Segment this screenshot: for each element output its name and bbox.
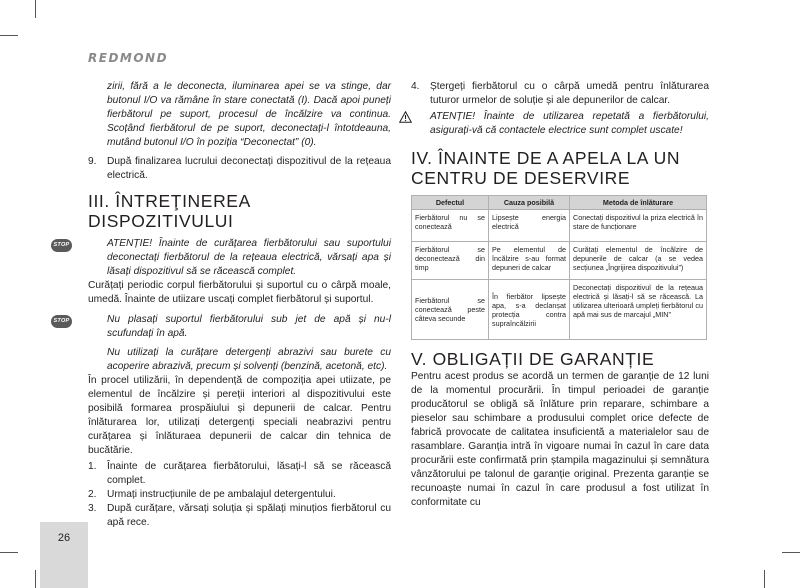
note-text: Nu utilizați la curățare detergenți abrazivi sau burete cu acoperire abrazivă, precum și solvenți (benzină, acetonă, etc).: [107, 347, 391, 372]
table-cell: În fierbător lipsește apa, s-a declanșat protecția contra supraîncălzirii: [489, 280, 570, 340]
column-header: Defectul: [412, 196, 489, 210]
paragraph: În procel utilizării, în dependență de compoziția apei utiizate, pe elementul de încălzire și pereții interiori al dispozitivului este posibilă formarea prospăiului și depunerii de calcar. Pentru înlăturarea lor, utilizați detergenți speciali neabrazivi pentru curățarea și înlăturaea depunerii de calcar din tehnica de bucătărie.: [88, 375, 391, 456]
note-text: ATENȚIE! Înainte de curățarea fierbătorului sau suportului deconectați fierbătorul de la rețeaua electrică, vărsați apa și lăsați dispozitivul să se răcească complet.: [107, 238, 391, 277]
warranty-paragraph: Pentru acest produs se acordă un termen de garanție de 12 luni de la momentul procurării. În timpul perioadei de garanție producătorul se obligă să înlăture prin reparare, schimbare a pieselor sau schimbare a produsului complet orice defecte de fabrică provocate de calitatea insuficientă a materialelor sau de rasamblare. Garanția intră în vigoare numai în cazul în care data procurării este confirmată prin ștampila magazinului și semnătura vânzătorului pe talonul de garanție original. Prezenta garanție se recunoaște numai în cazul în care produsul a fost utilizat în conformitate cu: [411, 371, 709, 508]
page-number: 26: [57, 532, 71, 544]
list-text: După curățare, vărsați soluția și spălați minuțios fierbătorul cu apă rece.: [107, 503, 391, 528]
list-text: După finalizarea lucrului deconectați dispozitivul de la rețeaua electrică.: [107, 156, 391, 181]
list-item: [411, 80, 709, 108]
right-column: [411, 80, 709, 510]
list-item: [88, 155, 391, 183]
list-text: Ștergeți fierbătorul cu o cârpă umedă pentru înlăturarea tuturor urmelor de soluție și ale depunerilor de calcar.: [430, 81, 709, 106]
crop-mark: [35, 0, 36, 18]
table-cell: Fierbătorul se deconectează din timp: [412, 242, 489, 280]
list-number: 2.: [88, 489, 97, 500]
table-cell: Deconectați dispozitivul de la rețeaua electrică și lăsați-l să se răcească. La utilizarea ulterioară umpleți fierbătorul cu apă mai sus de marcajul „MIN”: [570, 280, 707, 340]
section-heading-maintenance: III. ÎNTREŢINEREA DISPOZITIVULUI: [88, 191, 250, 231]
left-column: [53, 80, 391, 530]
crop-mark: [764, 570, 765, 588]
paragraph-continuation: zirii, fără a le deconecta, iluminarea apei se va stinge, dar butonul I/O va rămâne în stare conectată (I). Dacă apoi puneți fierbătorul pe suport, procesul de încălzire va continua. Scoțând fierbătorul de pe suport, deconectați-l întotdeauna, mutând butonul I/O în poziția “Deconectat” (0).: [107, 81, 391, 148]
list-number: 9.: [88, 156, 97, 167]
table-cell: Curățați elementul de încălzire de depunerile de calcar (a se vedea secțiunea „Îngrijirea dispozitivului”): [570, 242, 707, 280]
table-cell: Lipsește energia electrică: [489, 210, 570, 242]
paragraph: Curățați periodic corpul fierbătorului și suportul cu o cârpă moale, umedă. Înainte de utiizare uscați complet fierbătorul și suportul.: [88, 280, 391, 305]
list-number: 3.: [88, 503, 97, 514]
brand-logo: REDMOND: [88, 51, 169, 65]
stop-note: [53, 313, 391, 341]
table-cell: Pe elementul de încălzire s-au format depuneri de calcar: [489, 242, 570, 280]
section-heading-warranty: V. OBLIGAȚII DE GARANȚIE: [411, 349, 655, 369]
list-item: [88, 460, 391, 488]
list-text: Înainte de curățarea fierbătorului, lăsați-l să se răcească complet.: [107, 461, 391, 486]
crop-mark: [0, 35, 18, 36]
crop-mark: [0, 552, 18, 553]
warning-text: ATENȚIE! Înainte de utilizarea repetată a fierbătorului, asigurați-vă că contactele electrice sunt complet uscate!: [430, 111, 709, 136]
stop-icon: STOP: [51, 239, 72, 252]
list-item: [88, 502, 391, 530]
crop-mark: [782, 552, 800, 553]
warning-note: [411, 110, 709, 138]
stop-icon: STOP: [51, 315, 72, 328]
list-item: [88, 488, 391, 502]
list-number: 4.: [411, 81, 420, 92]
stop-note: [53, 237, 391, 279]
column-header: Cauza posibilă: [489, 196, 570, 210]
table-cell: Fierbătorul se conectează peste câteva secunde: [412, 280, 489, 340]
table-row: [412, 242, 707, 280]
section-heading-service: IV. ÎNAINTE DE A APELA LA UN CENTRU DE DESERVIRE: [411, 148, 681, 188]
list-text: Urmați instrucțiunile de pe ambalajul detergentului.: [107, 489, 336, 500]
list-number: 1.: [88, 461, 97, 472]
column-header: Metoda de înlăturare: [570, 196, 707, 210]
cleaning-steps-list: [88, 460, 391, 530]
warning-icon: [399, 111, 412, 123]
page-footer-tab: [40, 522, 88, 588]
note-text: Nu plasați suportul fierbătorului sub jet de apă și nu-l scufundați în apă.: [107, 314, 391, 339]
table-row: [412, 210, 707, 242]
crop-mark: [35, 570, 36, 588]
troubleshooting-table: [411, 195, 707, 340]
table-row: [412, 280, 707, 340]
table-cell: Fierbătorul nu se conectează: [412, 210, 489, 242]
table-header-row: [412, 196, 707, 210]
table-cell: Conectați dispozitivul la priza electrică în stare de funcționare: [570, 210, 707, 242]
